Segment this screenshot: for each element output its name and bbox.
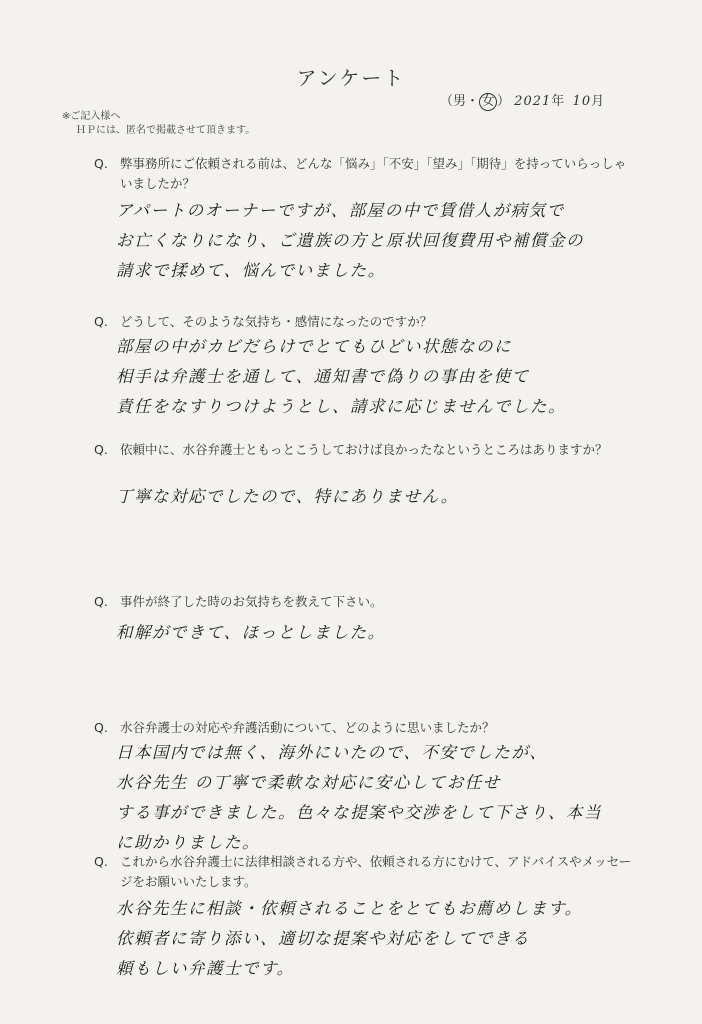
answer-line: 日本国内では無く、海外にいたので、不安でしたが、 xyxy=(116,743,548,762)
answer-line: 相手は弁護士を通して、通知書で偽りの事由を使て xyxy=(116,367,530,386)
gender-circled: 女 xyxy=(479,93,497,111)
answer-5 xyxy=(116,738,636,858)
question-6 xyxy=(94,852,634,892)
question-text: これから水谷弁護士に法律相談される方や、依頼される方にむけて、アドバイスやメッセージをお願いいたします。 xyxy=(120,854,632,889)
question-prefix: Q. xyxy=(94,594,108,609)
answer-3 xyxy=(116,482,636,512)
question-text: 事件が終了した時のお気持ちを教えて下さい。 xyxy=(120,594,383,609)
answer-line: 依頼者に寄り添い、適切な提案や対応をしてできる xyxy=(116,929,530,948)
question-text: 水谷弁護士の対応や弁護活動について、どのように思いましたか？ xyxy=(120,720,495,735)
answer-line: 請求で揉めて、悩んでいました。 xyxy=(116,261,386,280)
respondent-info xyxy=(440,90,604,111)
answer-6 xyxy=(116,894,636,984)
question-prefix: Q. xyxy=(94,442,108,457)
question-4 xyxy=(94,592,634,612)
year-unit: 年 xyxy=(551,94,565,109)
year-value: 2021 xyxy=(514,94,552,109)
question-text: どうして、そのような気持ち・感情になったのですか？ xyxy=(120,314,433,329)
notice xyxy=(62,110,255,138)
answer-line: 和解ができて、ほっとしました。 xyxy=(116,623,386,642)
gender-open: （男・ xyxy=(440,94,480,109)
answer-line: 責任をなすりつけようとし、請求に応じませんでした。 xyxy=(116,397,566,416)
question-2 xyxy=(94,312,634,332)
question-text: 弊事務所にご依頼される前は、どんな「悩み」「不安」「望み」「期待」を持っていらっしゃいましたか？ xyxy=(120,156,627,191)
question-1 xyxy=(94,154,634,194)
answer-line: アパートのオーナーですが、部屋の中で賃借人が病気で xyxy=(116,201,565,220)
answer-line: 水谷先生に相談・依頼されることをとてもお薦めします。 xyxy=(116,899,583,918)
answer-2 xyxy=(116,332,636,422)
answer-line: 水谷先生 の丁寧で柔軟な対応に安心してお任せ xyxy=(116,773,501,792)
answer-line: する事ができました。色々な提案や交渉をして下さり、本当 xyxy=(116,803,602,822)
question-prefix: Q. xyxy=(94,720,108,735)
month-value: 10 xyxy=(572,94,592,109)
answer-4 xyxy=(116,618,636,648)
answer-line: お亡くなりになり、ご遺族の方と原状回復費用や補償金の xyxy=(116,231,584,250)
answer-line: 頼もしい弁護士です。 xyxy=(116,959,295,978)
answer-line: 丁寧な対応でしたので、特にありません。 xyxy=(116,487,459,506)
question-prefix: Q. xyxy=(94,156,108,171)
question-5 xyxy=(94,718,634,738)
gender-close: ） xyxy=(497,94,511,109)
question-prefix: Q. xyxy=(94,314,108,329)
answer-line: に助かりました。 xyxy=(116,833,260,852)
page-title: アンケート xyxy=(296,66,406,90)
question-3 xyxy=(94,440,634,460)
answer-line: 部屋の中がカビだらけでとてもひどい状態なのに xyxy=(116,337,512,356)
question-prefix: Q. xyxy=(94,854,108,869)
month-unit: 月 xyxy=(591,94,605,109)
question-text: 依頼中に、水谷弁護士ともっとこうしておけば良かったなというところはありますか？ xyxy=(120,442,608,457)
notice-line-1: ※ご記入様へ xyxy=(62,111,121,122)
notice-line-2: ＨＰには、匿名で掲載させて頂きます。 xyxy=(76,125,256,136)
answer-1 xyxy=(116,196,636,286)
